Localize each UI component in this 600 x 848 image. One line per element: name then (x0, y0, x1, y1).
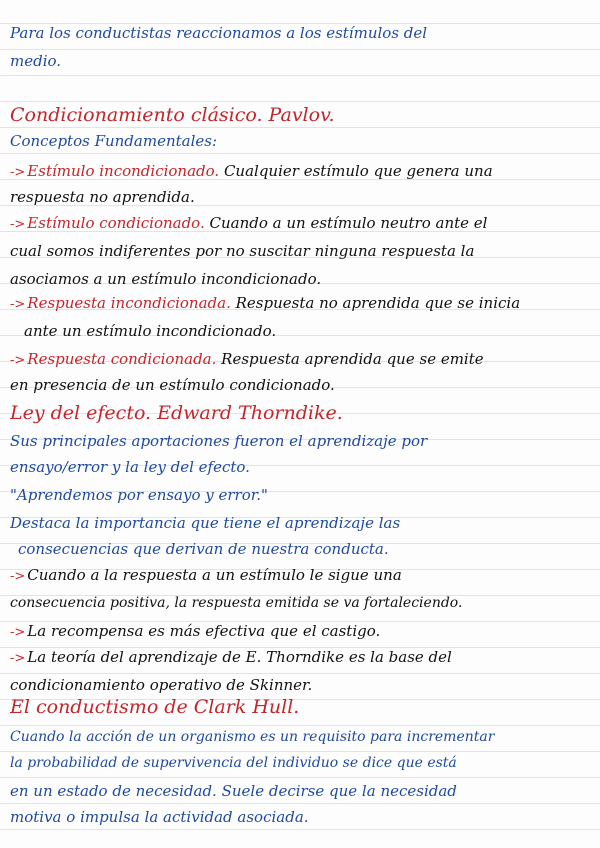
term-conditioned-response: Respuesta condicionada. (27, 350, 217, 368)
concept-4-line-1 (10, 348, 595, 372)
intro-line-2: medio. (10, 52, 62, 70)
bullet-2 (10, 620, 595, 644)
arrow-icon: -> (10, 165, 26, 180)
concept-2-line-2: cual somos indiferentes por no suscitar ninguna respuesta la (10, 242, 475, 260)
hull-line-4: motiva o impulsa la actividad asociada. (10, 808, 309, 826)
bullet-3-line-2: condicionamiento operativo de Skinner. (10, 676, 313, 694)
thorndike-line-1: Sus principales aportaciones fueron el aprendizaje por (10, 432, 428, 450)
concept-1-line-2: respuesta no aprendida. (10, 188, 195, 206)
arrow-icon: -> (10, 625, 26, 640)
hull-line-3: en un estado de necesidad. Suele decirse que la necesidad (10, 782, 457, 800)
definition-text: Respuesta aprendida que se emite (221, 350, 484, 368)
concept-3-line-1 (10, 292, 595, 316)
hull-line-2: la probabilidad de supervivencia del individuo se dice que está (10, 755, 457, 771)
concept-2-line-1 (10, 212, 595, 236)
thorndike-line-5: consecuencias que derivan de nuestra conducta. (18, 540, 389, 558)
intro-line-1: Para los conductistas reaccionamos a los estímulos del (10, 24, 428, 42)
concept-1-line-1 (10, 160, 595, 184)
definition-text: Cualquier estímulo que genera una (223, 162, 493, 180)
bullet-1-line-1 (10, 564, 595, 588)
concept-3-line-2: ante un estímulo incondicionado. (24, 322, 277, 340)
arrow-icon: -> (10, 353, 26, 368)
term-conditioned-stimulus: Estímulo condicionado. (27, 214, 205, 232)
definition-text: Respuesta no aprendida que se inicia (235, 294, 521, 312)
hull-line-1: Cuando la acción de un organismo es un requisito para incrementar (10, 729, 495, 745)
thorndike-line-4: Destaca la importancia que tiene el aprendizaje las (10, 514, 401, 532)
definition-text: Cuando a un estímulo neutro ante el (209, 214, 488, 232)
concept-4-line-2: en presencia de un estímulo condicionado. (10, 376, 335, 394)
bullet-1-line-2: consecuencia positiva, la respuesta emitida se va fortaleciendo. (10, 595, 463, 611)
arrow-icon: -> (10, 569, 26, 584)
bullet-text: Cuando a la respuesta a un estímulo le sigue una (27, 566, 402, 584)
arrow-icon: -> (10, 297, 26, 312)
arrow-icon: -> (10, 217, 26, 232)
subheading-concepts: Conceptos Fundamentales: (10, 132, 218, 150)
heading-thorndike: Ley del efecto. Edward Thorndike. (10, 402, 343, 424)
bullet-text: La teoría del aprendizaje de E. Thorndike es la base del (27, 648, 452, 666)
heading-pavlov: Condicionamiento clásico. Pavlov. (10, 104, 335, 126)
heading-hull: El conductismo de Clark Hull. (10, 696, 300, 718)
arrow-icon: -> (10, 651, 26, 666)
term-unconditioned-response: Respuesta incondicionada. (27, 294, 231, 312)
concept-2-line-3: asociamos a un estímulo incondicionado. (10, 270, 322, 288)
bullet-3-line-1 (10, 646, 595, 670)
thorndike-line-2: ensayo/error y la ley del efecto. (10, 458, 250, 476)
bullet-text: La recompensa es más efectiva que el castigo. (27, 622, 381, 640)
thorndike-quote: "Aprendemos por ensayo y error." (10, 486, 268, 504)
term-unconditioned-stimulus: Estímulo incondicionado. (27, 162, 220, 180)
